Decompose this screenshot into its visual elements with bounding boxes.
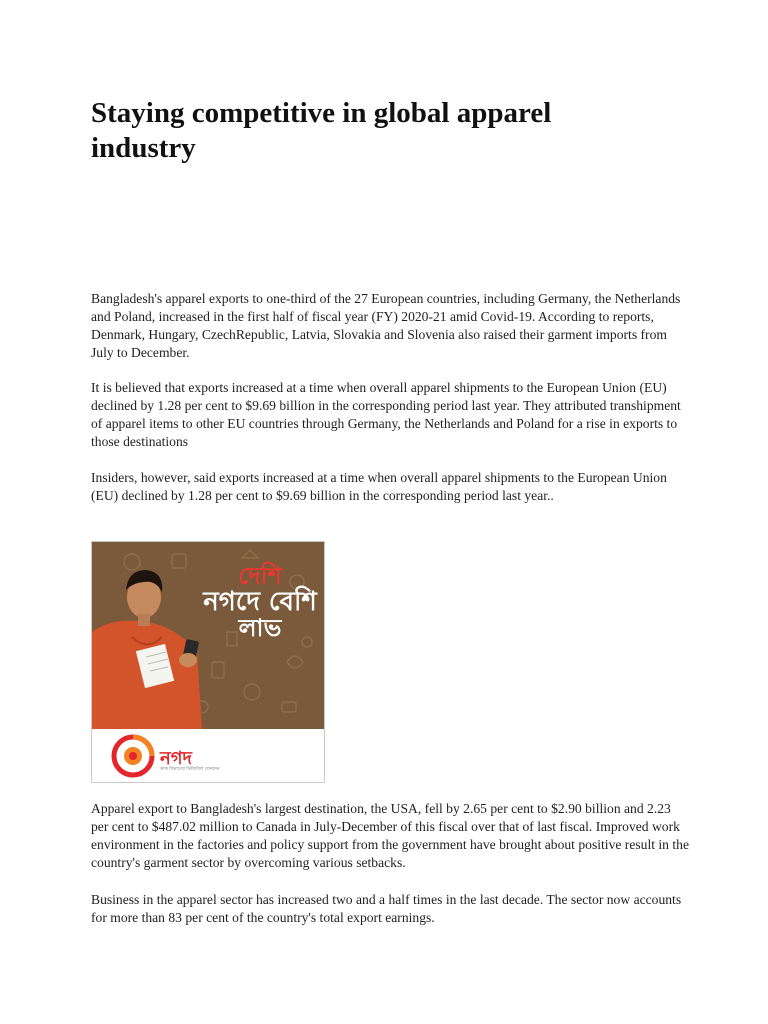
- article-paragraph: Bangladesh's apparel exports to one-third of the 27 European countries, including Germany, the Netherlands and Poland, increased in the first half of fiscal year (FY) 2020-21 amid Covid-19. According to reports, Denmark, Hungary, CzechRepublic, Latvia, Slovakia and Slovenia also raised their garment imports from July to December.: [91, 291, 681, 360]
- ad-brand-tagline: ডাক বিভাগের ডিজিটাল লেনদেন: [160, 767, 220, 772]
- ad-headline-line-1: দেশি: [238, 562, 282, 590]
- ad-brand-name: নগদ: [160, 748, 192, 769]
- article-paragraph: Insiders, however, said exports increased at a time when overall apparel shipments to the European Union (EU) declined by 1.28 per cent to $9.69 billion in the corresponding period last year..: [91, 470, 667, 503]
- article-paragraph: Business in the apparel sector has increased two and a half times in the last decade. The sector now accounts for more than 83 per cent of the country's total export earnings.: [91, 892, 682, 925]
- ad-headline: [200, 564, 320, 642]
- nagad-logo-icon: [110, 733, 156, 779]
- person-illustration: [92, 570, 202, 729]
- ad-headline-line-2: নগদে বেশি: [203, 587, 317, 618]
- article-title: Staying competitive in global apparel industry: [91, 97, 552, 164]
- article-paragraph: Apparel export to Bangladesh's largest destination, the USA, fell by 2.65 per cent to $2.90 billion and 2.23 per cent to $487.02 million to Canada in July-December of this fiscal over that of last fiscal. Improved work environment in the factories and policy support from the government have brought about positive result in the country's garment sector by overcoming various setbacks.: [91, 801, 689, 870]
- advertisement-banner[interactable]: [91, 541, 325, 783]
- article-paragraph: It is believed that exports increased at a time when overall apparel shipments to the European Union (EU) declined by 1.28 per cent to $9.69 billion in the corresponding period last year. They attributed transhipment of apparel items to other EU countries through Germany, the Netherlands and Poland for a rise in exports to those destinations: [91, 380, 681, 449]
- ad-headline-line-3: লাভ: [238, 614, 282, 643]
- ad-background: [92, 542, 324, 729]
